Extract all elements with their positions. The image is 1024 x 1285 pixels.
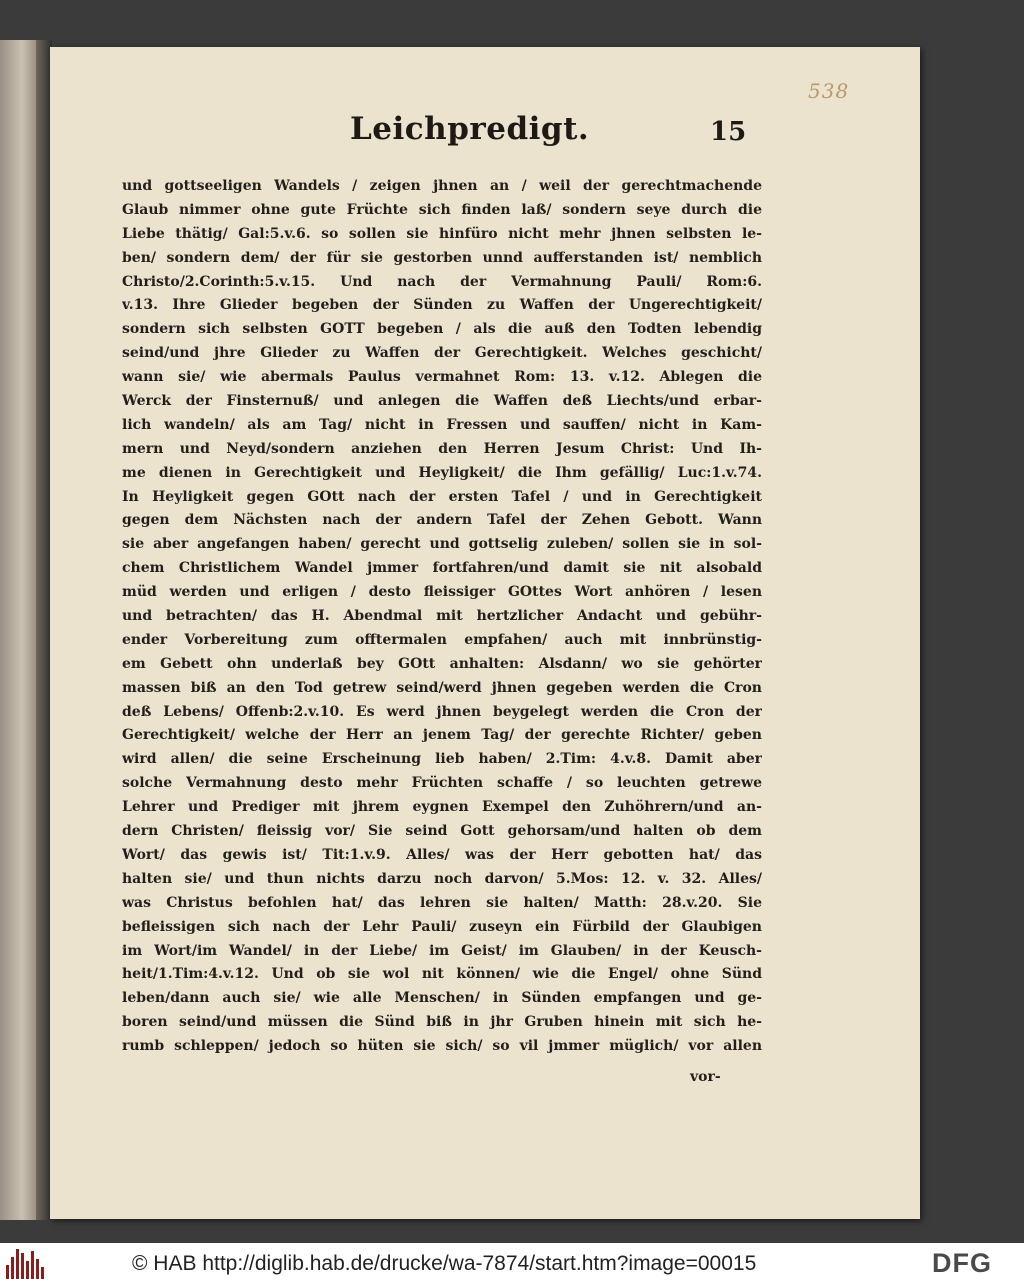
logo-bar bbox=[41, 1267, 44, 1279]
text-line: und betrachten/ das H. Abendmal mit hertzlicher Andacht und gebühr- bbox=[122, 608, 762, 625]
text-line: sondern sich selbsten GOTT begeben / als die auß den Todten lebendig bbox=[122, 321, 762, 338]
logo-bar bbox=[26, 1261, 29, 1279]
text-line: Liebe thätig/ Gal:5.v.6. so sollen sie hinfüro nicht mehr jhnen selbsten le- bbox=[122, 225, 762, 242]
text-line: halten sie/ und thun nichts darzu noch darvon/ 5.Mos: 12. v. 32. Alles/ bbox=[122, 870, 762, 887]
text-line: wann sie/ wie abermals Paulus vermahnet Rom: 13. v.12. Ablegen die bbox=[122, 369, 762, 386]
text-line: lich wandeln/ als am Tag/ nicht in Fressen und sauffen/ nicht in Kam- bbox=[122, 416, 762, 433]
text-line: massen biß an den Tod getrew seind/werd jhnen gegeben werden die Cron bbox=[122, 679, 762, 696]
text-line: was Christus befohlen hat/ das lehren sie halten/ Matth: 28.v.20. Sie bbox=[122, 894, 762, 911]
text-line: boren seind/und müssen die Sünd biß in jhr Gruben hinein mit sich he- bbox=[122, 1014, 762, 1031]
catchword: vor- bbox=[690, 1069, 721, 1085]
dfg-logo: DFG bbox=[932, 1248, 992, 1278]
text-line: Werck der Finsternuß/ und anlegen die Waffen deß Liechts/und erbar- bbox=[122, 393, 762, 410]
text-line: me dienen in Gerechtigkeit und Heyligkeit/ die Ihm gefällig/ Luc:1.v.74. bbox=[122, 464, 762, 481]
text-line: befleissigen sich nach der Lehr Pauli/ zuseyn ein Fürbild der Glaubigen bbox=[122, 918, 762, 935]
running-title: Leichpredigt. bbox=[350, 111, 590, 147]
text-line: deß Lebens/ Offenb:2.v.10. Es werd jhnen beygelegt werden die Cron der bbox=[122, 703, 762, 720]
library-logo-icon bbox=[6, 1247, 46, 1279]
viewer-footer bbox=[0, 1243, 1024, 1285]
text-line: im Wort/im Wandel/ in der Liebe/ im Geist/ im Glauben/ in der Keusch- bbox=[122, 942, 762, 959]
logo-bar bbox=[16, 1249, 19, 1279]
text-line: em Gebett ohn underlaß bey GOtt anhalten: Alsdann/ wo sie gehörter bbox=[122, 655, 762, 672]
text-line: heit/1.Tim:4.v.12. Und ob sie wol nit können/ wie die Engel/ ohne Sünd bbox=[122, 966, 762, 983]
logo-bar bbox=[31, 1251, 34, 1279]
logo-bar bbox=[11, 1257, 14, 1279]
page-number: 15 bbox=[710, 117, 747, 147]
logo-bar bbox=[36, 1259, 39, 1279]
text-line: gegen dem Nächsten nach der andern Tafel der Zehen Gebott. Wann bbox=[122, 512, 762, 529]
text-line: leben/dann auch sie/ wie alle Menschen/ in Sünden empfangen und ge- bbox=[122, 990, 762, 1007]
text-line: dern Christen/ fleissig vor/ Sie seind Gott gehorsam/und halten ob dem bbox=[122, 823, 762, 840]
body-text bbox=[122, 175, 762, 1059]
copyright-link[interactable]: © HAB http://diglib.hab.de/drucke/wa-7874/start.htm?image=00015 bbox=[132, 1252, 757, 1275]
text-line: rumb schleppen/ jedoch so hüten sie sich/ so vil jmmer müglich/ vor allen bbox=[122, 1038, 762, 1055]
text-line: Christo/2.Corinth:5.v.15. Und nach der Vermahnung Pauli/ Rom:6. bbox=[122, 273, 762, 290]
text-line: Gerechtigkeit/ welche der Herr an jenem Tag/ der gerechte Richter/ geben bbox=[122, 727, 762, 744]
text-line: v.13. Ihre Glieder begeben der Sünden zu Waffen der Ungerechtigkeit/ bbox=[122, 297, 762, 314]
text-line: solche Vermahnung desto mehr Früchten schaffe / so leuchten getrewe bbox=[122, 775, 762, 792]
text-line: sie aber angefangen haben/ gerecht und gottselig zuleben/ sollen sie in sol- bbox=[122, 536, 762, 553]
logo-bar bbox=[6, 1265, 9, 1279]
text-line: mern und Neyd/sondern anziehen den Herren Jesum Christ: Und Ih- bbox=[122, 440, 762, 457]
book-page bbox=[50, 47, 920, 1219]
text-line: seind/und jhre Glieder zu Waffen der Gerechtigkeit. Welches geschicht/ bbox=[122, 345, 762, 362]
text-line: chem Christlichem Wandel jmmer fortfahren/und damit sie nit alsobald bbox=[122, 560, 762, 577]
facing-page-edge bbox=[0, 40, 40, 1220]
text-line: Glaub nimmer ohne gute Früchte sich finden laß/ sondern seye durch die bbox=[122, 201, 762, 218]
text-line: Lehrer und Prediger mit jhrem eygnen Exempel den Zuhöhrern/und an- bbox=[122, 799, 762, 816]
text-line: und gottseeligen Wandels / zeigen jhnen an / weil der gerechtmachende bbox=[122, 178, 762, 194]
text-line: wird allen/ die seine Erscheinung lieb haben/ 2.Tim: 4.v.8. Damit aber bbox=[122, 751, 762, 768]
text-line: müd werden und erligen / desto fleissiger GOttes Wort anhören / lesen bbox=[122, 584, 762, 601]
logo-bar bbox=[21, 1253, 24, 1279]
text-line: ender Vorbereitung zum offtermalen empfahen/ auch mit innbrünstig- bbox=[122, 631, 762, 648]
text-line: In Heyligkeit gegen GOtt nach der ersten Tafel / und in Gerechtigkeit bbox=[122, 488, 762, 505]
text-line: Wort/ das gewis ist/ Tit:1.v.9. Alles/ was der Herr gebotten hat/ das bbox=[122, 846, 762, 863]
text-line: ben/ sondern dem/ der für sie gestorben unnd aufferstanden ist/ nemblich bbox=[122, 249, 762, 266]
handwritten-folio-number: 538 bbox=[808, 79, 850, 103]
